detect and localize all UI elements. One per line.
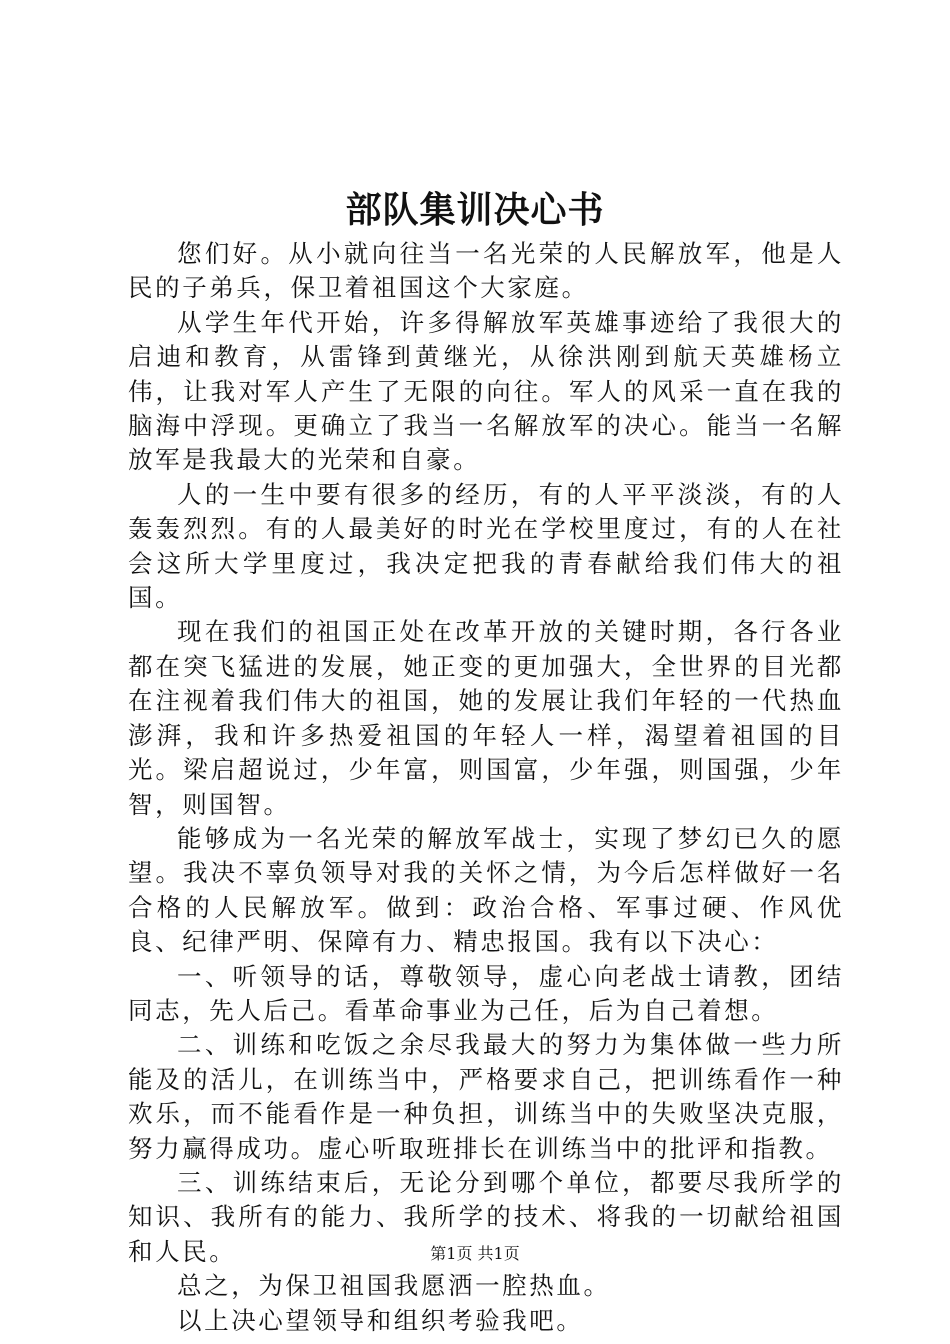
paragraph-resolution-three: 三、训练结束后，无论分到哪个单位，都要尽我所学的知识、我所有的能力、我所学的技术、将我的一切献给祖国和人民。 [128,1167,844,1266]
paragraph-resolution-intro: 能够成为一名光荣的解放军战士，实现了梦幻已久的愿望。我决不辜负领导对我的关怀之情，为今后怎样做好一名合格的人民解放军。做到：政治合格、军事过硬、作风优良、纪律严明、保障有力、精忠报国。我有以下决心： [128,823,844,957]
document-body [128,237,844,1338]
paragraph-life-experience: 人的一生中要有很多的经历，有的人平平淡淡，有的人轰轰烈烈。有的人最美好的时光在学校里度过，有的人在社会这所大学里度过，我决定把我的青春献给我们伟大的祖国。 [128,479,844,613]
paragraph-inspiration: 从学生年代开始，许多得解放军英雄事迹给了我很大的启迪和教育，从雷锋到黄继光，从徐洪刚到航天英雄杨立伟，让我对军人产生了无限的向往。军人的风采一直在我的脑海中浮现。更确立了我当一名解放军的决心。能当一名解放军是我最大的光荣和自豪。 [128,307,844,475]
paragraph-resolution-one: 一、听领导的话，尊敬领导，虚心向老战士请教，团结同志，先人后己。看革命事业为己任，后为自己着想。 [128,961,844,1025]
document-title: 部队集训决心书 [345,189,605,231]
paragraph-greeting: 您们好。从小就向往当一名光荣的人民解放军，他是人民的子弟兵，保卫着祖国这个大家庭。 [128,239,844,303]
paragraph-resolution-two: 二、训练和吃饭之余尽我最大的努力为集体做一些力所能及的活儿，在训练当中，严格要求自己，把训练看作一种欢乐，而不能看作是一种负担，训练当中的失败坚决克服，努力赢得成功。虚心听取班排长在训练当中的批评和指教。 [128,1030,844,1163]
paragraph-closing: 以上决心望领导和组织考验我吧。 [177,1305,584,1335]
paragraph-summary: 总之，为保卫祖国我愿洒一腔热血。 [177,1271,611,1301]
page-footer: 第1页 共1页 [430,1244,520,1263]
paragraph-motherland: 现在我们的祖国正处在改革开放的关键时期，各行各业都在突飞猛进的发展，她正变的更加强大，全世界的目光都在注视着我们伟大的祖国，她的发展让我们年轻的一代热血澎湃，我和许多热爱祖国的年轻人一样，渴望着祖国的目光。梁启超说过，少年富，则国富，少年强，则国强，少年智，则国智。 [128,617,844,819]
